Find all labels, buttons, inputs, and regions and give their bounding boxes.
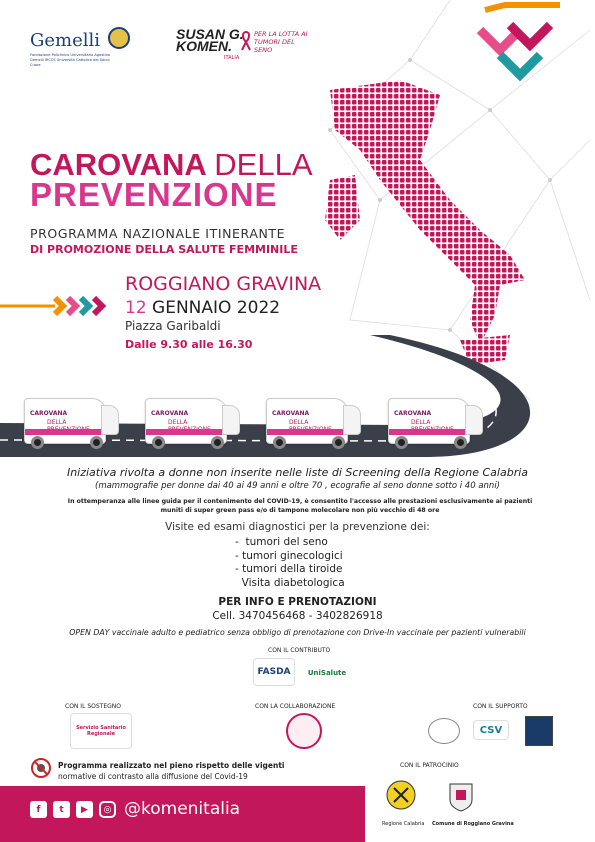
event-day: 12	[125, 298, 147, 318]
facebook-icon[interactable]: f	[30, 801, 47, 818]
gemelli-logo: Gemelli	[30, 30, 101, 51]
info-title: PER INFO E PRENOTAZIONI	[218, 596, 377, 608]
exam-item: - tumori della tiroide	[235, 563, 343, 575]
van-label: CAROVANA	[272, 410, 310, 417]
phone-numbers[interactable]: Cell. 3470456468 - 3402826918	[212, 610, 383, 622]
event-month-year: GENNAIO 2022	[152, 298, 281, 318]
komen-country: ITALIA	[224, 55, 240, 61]
wheel-icon	[395, 436, 408, 449]
event-city: ROGGIANO GRAVINA	[125, 273, 322, 295]
van-label: CAROVANA	[394, 410, 432, 417]
event-hours: Dalle 9.30 alle 16.30	[125, 338, 253, 351]
contributo-label: CON IL CONTRIBUTO	[268, 647, 331, 654]
twitter-icon[interactable]: t	[53, 801, 70, 818]
fasda-logo: FASDA	[253, 658, 295, 686]
supporto-emblem-icon	[525, 716, 553, 746]
arrow-chevrons-graphic	[0, 294, 120, 318]
exam-list	[235, 536, 345, 590]
patrocinio-label: CON IL PATROCINIO	[400, 762, 459, 769]
gemelli-subtitle: Fondazione Policlinico Universitario Agostino Gemelli IRCCS Università Cattolica del Sacro Cuore	[30, 53, 111, 67]
comune-label: Comune di Roggiano Gravina	[432, 821, 514, 827]
van-cab	[222, 405, 240, 435]
van-label2: DELLA	[289, 419, 309, 426]
program-title: PROGRAMMA NAZIONALE ITINERANTE	[30, 226, 286, 241]
komen-tagline: PER LA LOTTA AI TUMORI DEL SENO	[254, 30, 308, 54]
supporto-label: CON IL SUPPORTO	[473, 703, 528, 710]
collaborazione-emblem-icon	[286, 713, 322, 749]
wheel-icon	[454, 436, 467, 449]
sostegno-label: CON IL SOSTEGNO	[65, 703, 121, 710]
van-stripe	[267, 429, 347, 435]
van-label: CAROVANA	[151, 410, 189, 417]
csv-logo: CSV	[473, 720, 509, 740]
chevron-logo-graphic	[470, 0, 570, 85]
van-cab	[101, 405, 119, 435]
title-line2: PREVENZIONE	[30, 176, 278, 213]
van-stripe	[25, 429, 105, 435]
unisalute-logo: UniSalute	[307, 669, 347, 677]
comune-crest-icon	[448, 778, 474, 812]
van-stripe	[146, 429, 226, 435]
van-1	[24, 398, 106, 444]
pink-ribbon-icon	[240, 30, 252, 52]
exam-item: Visita diabetologica	[235, 576, 345, 589]
wheel-icon	[211, 436, 224, 449]
social-handle[interactable]: @komenitalia	[124, 799, 241, 819]
collaborazione-label: CON LA COLLABORAZIONE	[255, 703, 336, 710]
covid-compliance-notice	[58, 760, 284, 782]
initiative-detail: (mammografie per donne dai 40 ai 49 anni e oltre 70 , ecografie al seno donne sotto i 40 anni)	[95, 481, 500, 491]
wheel-icon	[332, 436, 345, 449]
openday-text: OPEN DAY vaccinale adulto e pediatrico senza obbligo di prenotazione con Drive-In vaccinale per pazienti vulnerabili	[69, 628, 526, 637]
van-cab	[465, 405, 483, 435]
program-subtitle: DI PROMOZIONE DELLA SALUTE FEMMINILE	[30, 243, 298, 256]
exam-item: - tumori del seno	[235, 536, 328, 548]
komen-logo: SUSAN G. KOMEN.	[176, 26, 244, 54]
event-place: Piazza Garibaldi	[125, 319, 221, 333]
initiative-text: Iniziativa rivolta a donne non inserite nelle liste di Screening della Regione Calabria	[66, 466, 529, 479]
wheel-icon	[90, 436, 103, 449]
exam-item: - tumori ginecologici	[235, 549, 343, 562]
van-4	[388, 398, 470, 444]
wheel-icon	[31, 436, 44, 449]
wheel-icon	[152, 436, 165, 449]
van-label: CAROVANA	[30, 410, 68, 417]
van-cab	[343, 405, 361, 435]
van-2	[145, 398, 227, 444]
van-label2: DELLA	[47, 419, 67, 426]
ssr-logo: Servizio Sanitario Regionale	[70, 713, 132, 749]
covid-notice: In ottemperanza alle linee guida per il contenimento del COVID-19, è consentito l'accesso alle prestazioni esclusivamente ai pazienti muniti di super green pass e/o di tampone molecolare non più vecchio di 48 ore	[67, 498, 533, 514]
van-label2: DELLA	[411, 419, 431, 426]
van-stripe	[389, 429, 469, 435]
title-bold: CAROVANA	[30, 147, 206, 182]
notice-line2: normative di contrasto alla diffusione del Covid-19	[58, 772, 248, 781]
notice-line1: Programma realizzato nel pieno rispetto delle vigenti	[58, 761, 285, 770]
regione-calabria-label: Regione Calabria	[382, 821, 425, 827]
no-virus-icon	[30, 757, 52, 779]
van-3	[266, 398, 348, 444]
anpas-logo-icon	[428, 718, 460, 744]
italy-map-graphic	[310, 70, 540, 370]
title-thin: DELLA	[214, 147, 313, 182]
youtube-icon[interactable]: ▶	[76, 801, 93, 818]
instagram-icon[interactable]: ◎	[99, 801, 116, 818]
van-label2: DELLA	[168, 419, 188, 426]
gemelli-seal-icon	[108, 27, 130, 49]
visite-intro: Visite ed esami diagnostici per la prevenzione dei:	[165, 521, 430, 533]
regione-calabria-crest-icon	[386, 778, 416, 814]
event-date	[125, 298, 280, 318]
wheel-icon	[273, 436, 286, 449]
